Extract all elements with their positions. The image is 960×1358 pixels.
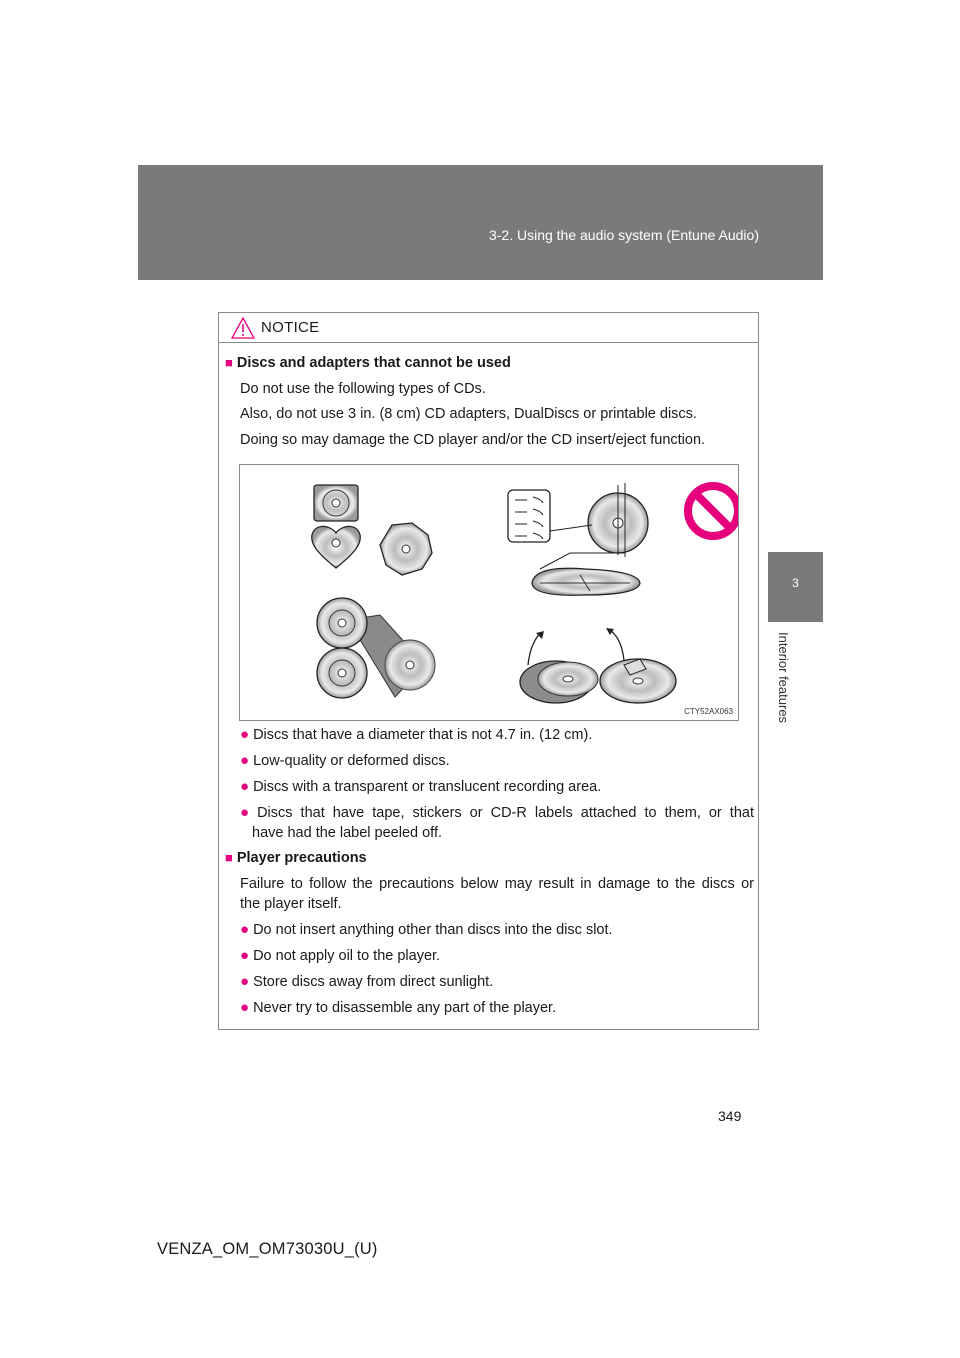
bullet-icon: ●	[240, 999, 250, 1016]
bullet-icon: ●	[240, 752, 250, 769]
chapter-label-text: Interior features	[776, 632, 791, 724]
section2-heading: ■ Player precautions	[225, 850, 367, 866]
bullet-icon: ●	[240, 921, 250, 938]
chapter-label	[777, 632, 793, 762]
list-item: ● Discs that have a diameter that is not 4.7 in. (12 cm).	[240, 726, 593, 743]
section1-line: Do not use the following types of CDs.	[240, 381, 486, 397]
bullet-icon: ●	[240, 804, 254, 821]
list-item: ● Never try to disassemble any part of the player.	[240, 999, 557, 1016]
warning-icon	[231, 317, 255, 339]
list-item: ● Low-quality or deformed discs.	[240, 752, 450, 769]
disc-types-graphic	[240, 465, 738, 720]
bullet-icon: ●	[240, 947, 250, 964]
section2-line: the player itself.	[240, 896, 342, 912]
chapter-number: 3	[792, 576, 799, 590]
bullet-icon: ●	[240, 726, 250, 743]
square-bullet-icon: ■	[225, 355, 233, 370]
list-item-continuation: have had the label peeled off.	[252, 825, 443, 841]
chapter-tab	[768, 552, 823, 622]
page-number: 349	[718, 1108, 742, 1124]
footer-code: VENZA_OM_OM73030U_(U)	[157, 1240, 378, 1258]
figure-code: CTY52AX063	[684, 707, 733, 716]
notice-title: NOTICE	[261, 319, 320, 336]
list-item: ● Discs with a transparent or translucent recording area.	[240, 778, 602, 795]
list-item: ● Discs that have tape, stickers or CD-R labels attached to them, or that	[240, 804, 754, 821]
disc-illustration	[239, 464, 739, 721]
section1-line: Doing so may damage the CD player and/or the CD insert/eject function.	[240, 432, 706, 448]
list-item: ● Do not insert anything other than discs into the disc slot.	[240, 921, 613, 938]
section-title: 3-2. Using the audio system (Entune Audio)	[488, 227, 759, 243]
square-bullet-icon: ■	[225, 850, 233, 865]
notice-header	[219, 313, 758, 343]
header-band	[138, 165, 823, 280]
bullet-icon: ●	[240, 778, 250, 795]
list-item: ● Store discs away from direct sunlight.	[240, 973, 494, 990]
section2-line: Failure to follow the precautions below may result in damage to the discs or	[240, 876, 754, 892]
notice-box	[218, 312, 759, 1030]
section1-line: Also, do not use 3 in. (8 cm) CD adapters, DualDiscs or printable discs.	[240, 406, 697, 422]
list-item: ● Do not apply oil to the player.	[240, 947, 441, 964]
section1-heading: ■ Discs and adapters that cannot be used	[225, 355, 511, 371]
bullet-icon: ●	[240, 973, 250, 990]
